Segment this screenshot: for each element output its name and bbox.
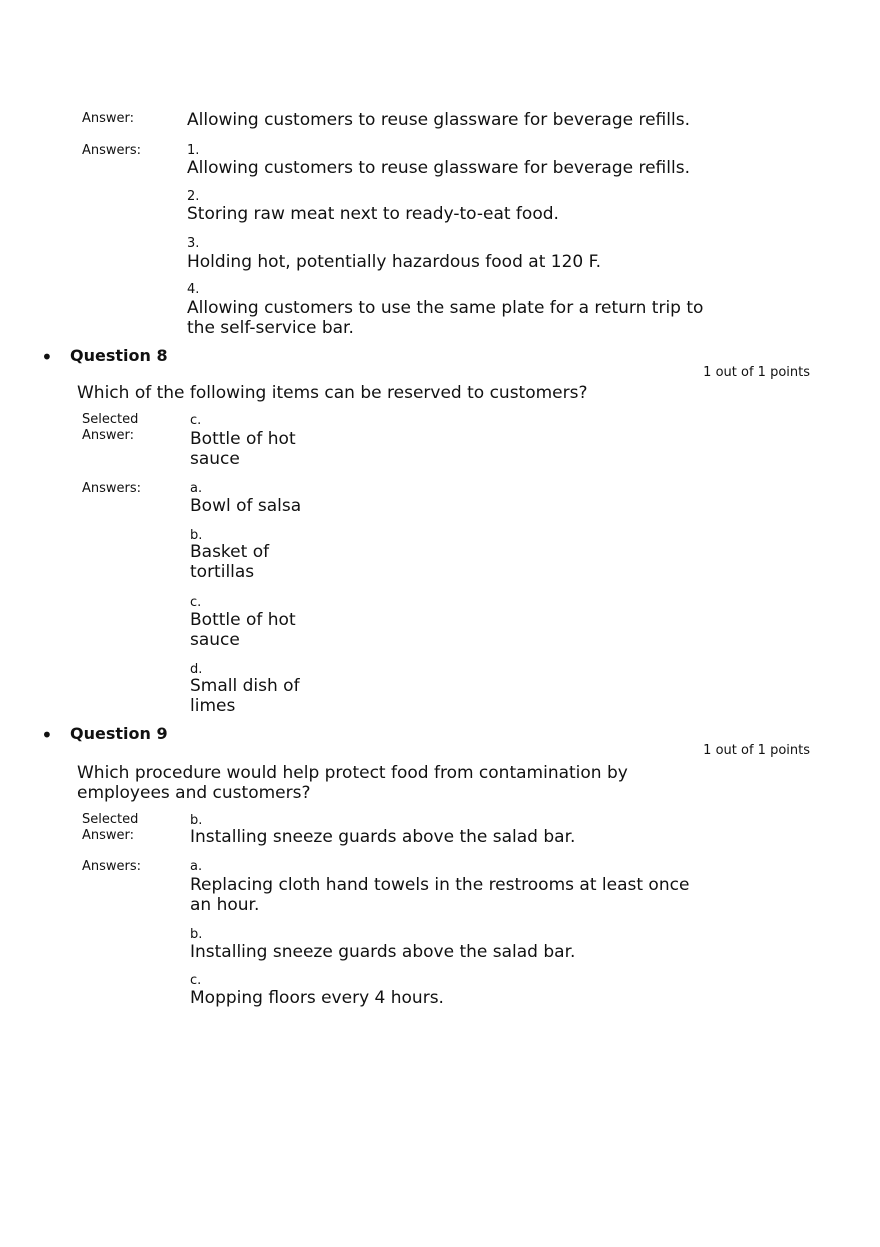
answer-option-letter: b. (190, 528, 203, 543)
answer-option-letter: 3. (187, 236, 200, 251)
question-points: 1 out of 1 points (703, 365, 810, 380)
answers-label: Answers: (82, 859, 142, 874)
answer-option-letter: 4. (187, 282, 200, 297)
answer-option-letter: d. (190, 662, 203, 677)
bullet: • (41, 723, 53, 747)
selected-answer-letter: c. (190, 413, 202, 428)
answer-option-letter: b. (190, 927, 203, 942)
question-text: Which procedure would help protect food from contamination by employees and customers? (77, 763, 628, 803)
answer-option-letter: a. (190, 859, 203, 874)
selected-answer-letter: b. (190, 813, 203, 828)
answer-label: Answer: (82, 111, 135, 126)
question-text: Which of the following items can be reserved to customers? (77, 383, 588, 403)
answer-option-text: Holding hot, potentially hazardous food at 120 F. (187, 252, 602, 272)
answer-option-text: Bowl of salsa (190, 496, 302, 516)
answer-option-text: Allowing customers to use the same plate for a return trip to the self-service bar. (187, 298, 704, 338)
answer-option-letter: a. (190, 481, 203, 496)
answer-option-text: Replacing cloth hand towels in the restrooms at least once an hour. (190, 875, 690, 915)
answer-option-text: Bottle of hot sauce (190, 610, 296, 650)
answers-label: Answers: (82, 481, 142, 496)
answers-label: Answers: (82, 143, 142, 158)
answer-option-text: Mopping floors every 4 hours. (190, 988, 444, 1008)
answer-option-letter: 1. (187, 143, 200, 158)
answer-option-text: Installing sneeze guards above the salad bar. (190, 942, 576, 962)
question-title: Question 9 (70, 724, 168, 743)
answer-option-letter: c. (190, 973, 202, 988)
answer-option-text: Allowing customers to reuse glassware for beverage refills. (187, 158, 690, 178)
selected-answer-label: Selected Answer: (82, 812, 139, 843)
selected-answer-text: Bottle of hot sauce (190, 429, 296, 469)
answer-text: Allowing customers to reuse glassware for beverage refills. (187, 110, 690, 130)
answer-option-letter: c. (190, 595, 202, 610)
answer-option-text: Small dish of limes (190, 676, 300, 716)
question-points: 1 out of 1 points (703, 743, 810, 758)
bullet: • (41, 345, 53, 369)
selected-answer-label: Selected Answer: (82, 412, 139, 443)
selected-answer-text: Installing sneeze guards above the salad bar. (190, 827, 576, 847)
answer-option-text: Storing raw meat next to ready-to-eat food. (187, 204, 559, 224)
answer-option-text: Basket of tortillas (190, 542, 270, 582)
answer-option-letter: 2. (187, 189, 200, 204)
question-title: Question 8 (70, 346, 168, 365)
